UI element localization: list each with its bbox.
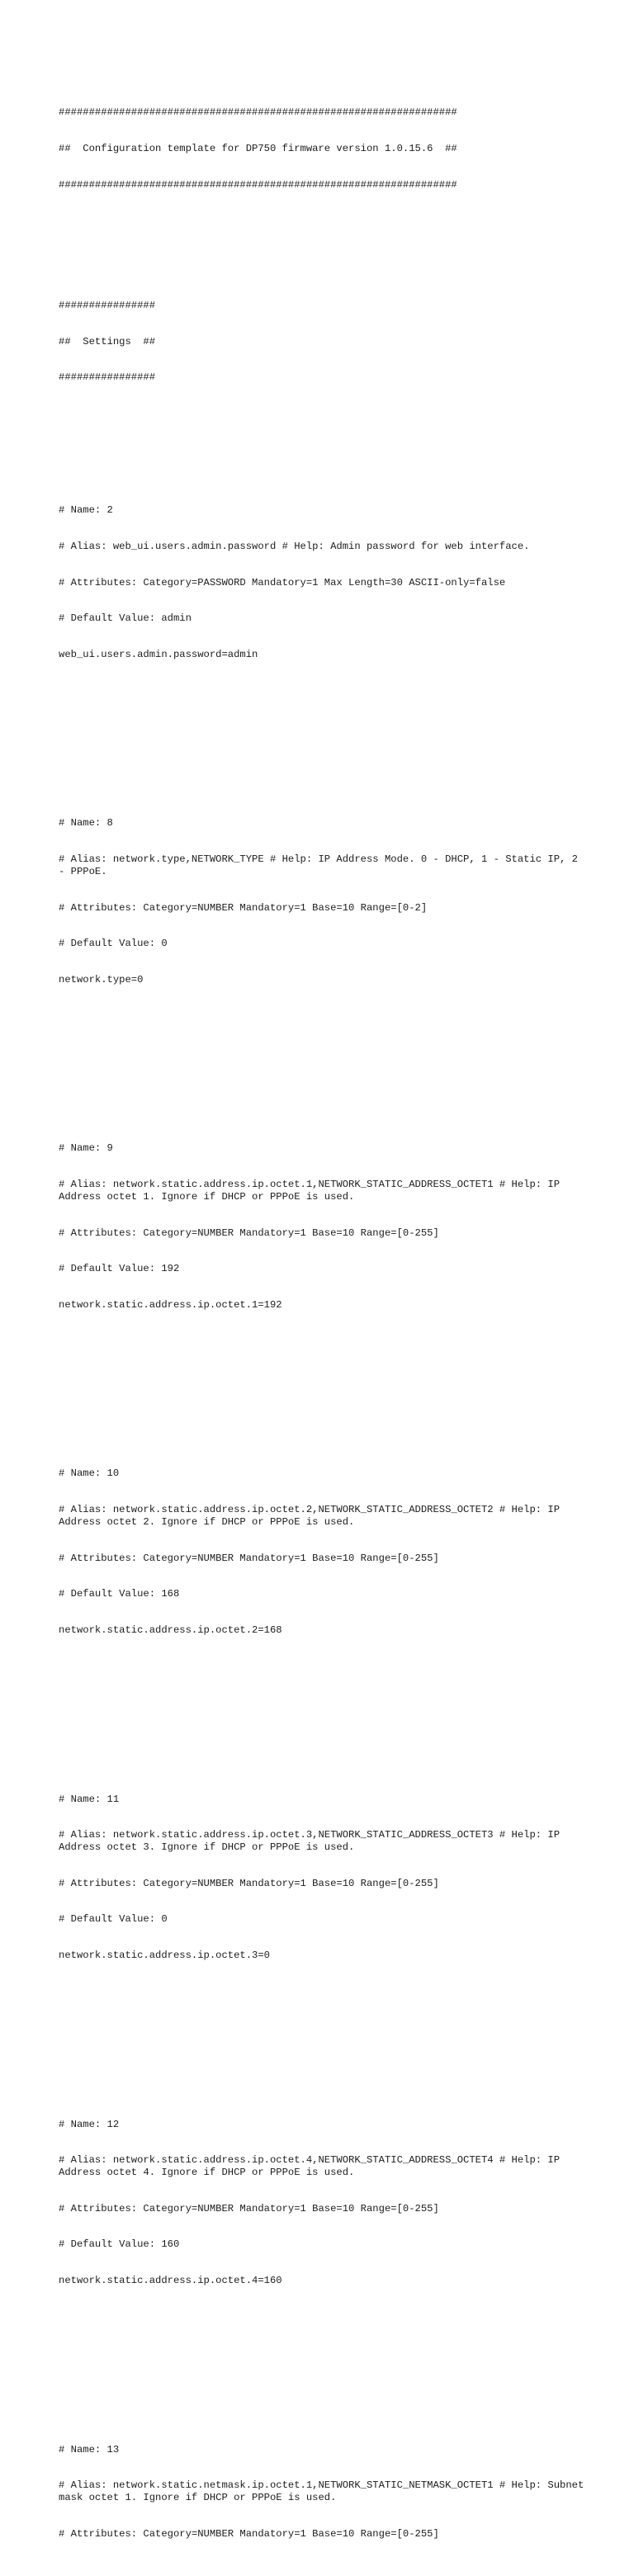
spacer	[59, 2335, 587, 2347]
entry-value: web_ui.users.admin.password=admin	[59, 649, 258, 661]
spacer	[59, 1721, 587, 1733]
spacer	[59, 1359, 587, 1372]
spacer	[59, 2371, 587, 2384]
spacer	[59, 709, 587, 721]
spacer	[59, 1034, 587, 1047]
config-entry	[59, 1118, 587, 1335]
document-header	[59, 83, 587, 215]
entry-attributes: # Attributes: Category=NUMBER Mandatory=1 Base=10 Range=[0-255]	[59, 1227, 439, 1239]
entry-attributes: # Attributes: Category=NUMBER Mandatory=1 Base=10 Range=[0-255]	[59, 1552, 439, 1564]
entry-attributes: # Attributes: Category=NUMBER Mandatory=1 Base=10 Range=[0-255]	[59, 2202, 439, 2214]
entry-default: # Default Value: 168	[59, 1588, 180, 1600]
spacer	[59, 1396, 587, 1408]
entry-attributes: # Attributes: Category=NUMBER Mandatory=1 Base=10 Range=[0-2]	[59, 901, 428, 914]
config-entry	[59, 2094, 587, 2311]
entry-alias: # Alias: network.static.address.ip.octet.2,NETWORK_STATIC_ADDRESS_OCTET2 # Help: IP Address octet 2. Ignore if DHCP or PPPoE is used.	[59, 1504, 566, 1528]
entry-name: # Name: 2	[59, 503, 113, 516]
config-entry	[59, 1444, 587, 1661]
spacer	[59, 432, 587, 444]
settings-section-heading	[59, 276, 587, 409]
spacer	[59, 745, 587, 758]
entry-alias: # Alias: web_ui.users.admin.password # Help: Admin password for web interface.	[59, 540, 530, 552]
entry-default: # Default Value: admin	[59, 612, 192, 625]
entry-name: # Name: 10	[59, 1468, 120, 1480]
entry-default: # Default Value: 0	[59, 938, 168, 950]
header-title: ## Configuration template for DP750 firmware version 1.0.15.6 ##	[59, 143, 457, 155]
config-entry	[59, 480, 587, 685]
entry-default: # Default Value: 160	[59, 2238, 180, 2251]
section-border-top: ################	[59, 299, 156, 311]
section-title: ## Settings ##	[59, 335, 156, 347]
entry-value: network.static.address.ip.octet.1=192	[59, 1299, 282, 1312]
entry-value: network.type=0	[59, 974, 144, 986]
entry-attributes: # Attributes: Category=NUMBER Mandatory=1 Base=10 Range=[0-255]	[59, 1877, 439, 1889]
spacer	[59, 239, 587, 252]
entry-attributes: # Attributes: Category=NUMBER Mandatory=1 Base=10 Range=[0-255]	[59, 2527, 439, 2540]
entry-name: # Name: 11	[59, 1793, 120, 1805]
config-entry	[59, 793, 587, 1010]
entry-value: network.static.address.ip.octet.4=160	[59, 2275, 282, 2287]
section-border-bottom: ################	[59, 371, 156, 384]
entry-alias: # Alias: network.static.netmask.ip.octet.1,NETWORK_STATIC_NETMASK_OCTET1 # Help: Subnet mask octet 1. Ignore if DHCP or PPPoE is used.	[59, 2479, 590, 2503]
entry-name: # Name: 9	[59, 1142, 113, 1155]
config-entry	[59, 1769, 587, 1986]
entry-default: # Default Value: 0	[59, 1913, 168, 1926]
entry-attributes: # Attributes: Category=PASSWORD Mandatory=1 Max Length=30 ASCII-only=false	[59, 576, 506, 588]
entry-name: # Name: 12	[59, 2118, 120, 2130]
spacer	[59, 1685, 587, 1697]
config-entry	[59, 2419, 590, 2564]
spacer	[59, 1071, 587, 1083]
entry-default: # Default Value: 192	[59, 1263, 180, 1275]
entry-value: network.static.address.ip.octet.2=168	[59, 1624, 282, 1637]
spacer	[59, 2010, 587, 2022]
entry-alias: # Alias: network.static.address.ip.octet.3,NETWORK_STATIC_ADDRESS_OCTET3 # Help: IP Address octet 3. Ignore if DHCP or PPPoE is used.	[59, 1829, 566, 1853]
header-border-bottom: ##################################################################	[59, 178, 457, 191]
entry-name: # Name: 13	[59, 2443, 120, 2455]
spacer	[59, 2046, 587, 2058]
config-document	[59, 59, 590, 2576]
entry-alias: # Alias: network.static.address.ip.octet.1,NETWORK_STATIC_ADDRESS_OCTET1 # Help: IP Address octet 1. Ignore if DHCP or PPPoE is used.	[59, 1179, 566, 1203]
entry-alias: # Alias: network.static.address.ip.octet.4,NETWORK_STATIC_ADDRESS_OCTET4 # Help: IP Address octet 4. Ignore if DHCP or PPPoE is used.	[59, 2154, 566, 2178]
entry-value: network.static.address.ip.octet.3=0	[59, 1950, 270, 1962]
entry-alias: # Alias: network.type,NETWORK_TYPE # Help: IP Address Mode. 0 - DHCP, 1 - Static IP, 2 - PPPoE.	[59, 853, 584, 877]
header-border-top: ##################################################################	[59, 106, 457, 119]
entry-name: # Name: 8	[59, 817, 113, 830]
